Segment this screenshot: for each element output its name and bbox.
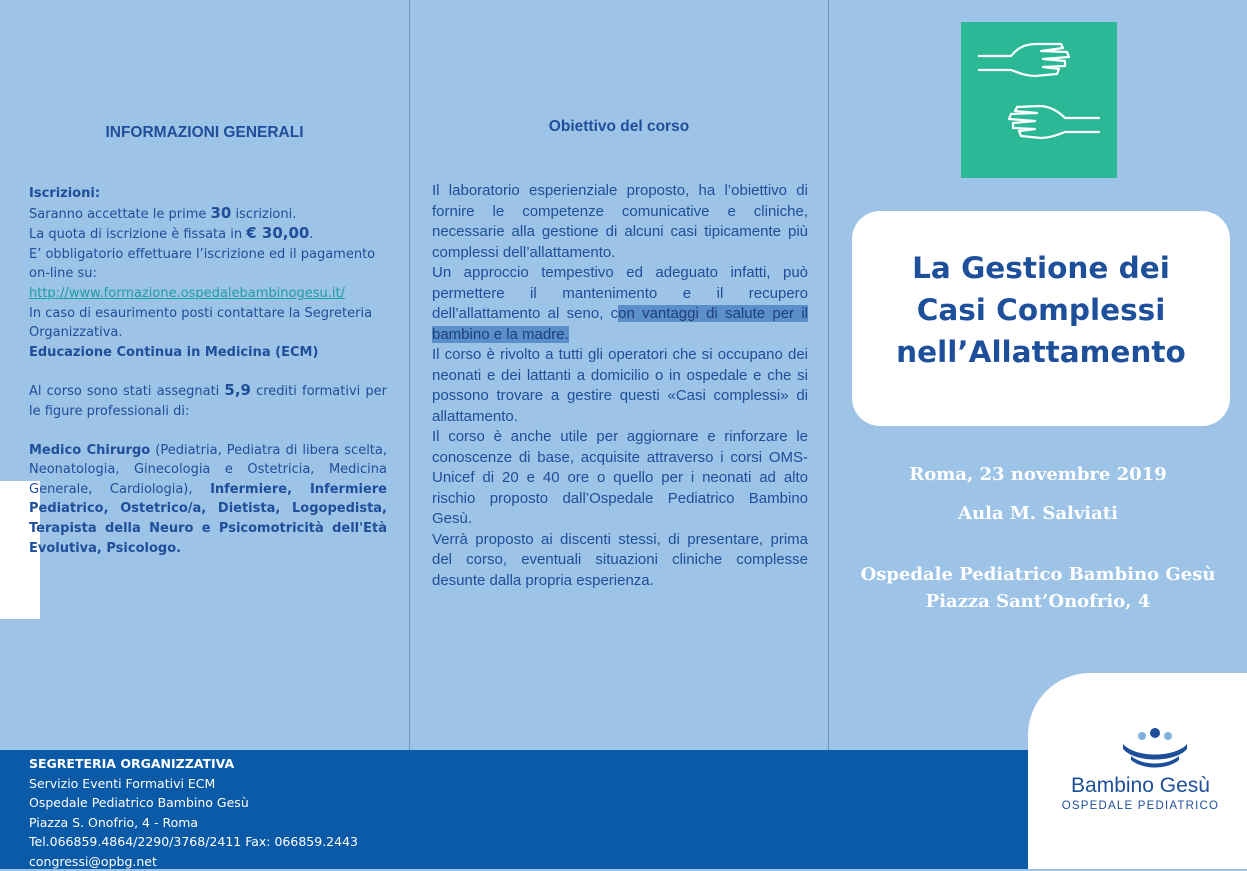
line-esaurimento: In caso di esaurimento posti contattare la Segreteria Organizzativa. (29, 304, 387, 343)
logo-box (1028, 673, 1247, 869)
fold-line (828, 0, 829, 750)
organizer-email: congressi@opbg.net (29, 852, 409, 871)
hands-icon (961, 22, 1117, 178)
credits-text: Al corso sono stati assegnati 5,9 crediti formativi per le figure professionali di: (29, 381, 387, 421)
objective-p3: Il corso è rivolto a tutti gli operatori che si occupano dei neonati e dei lattanti a domicilio o in ospedale e che si possono trovare a gestire questi «Casi complessi» di allattamento. (432, 345, 808, 427)
line-iscrizioni: Saranno accettate le prime 30 iscrizioni. (29, 204, 387, 225)
organizer-phone: Tel.066859.4864/2290/3768/2411 Fax: 066859.2443 (29, 832, 409, 852)
line-obbligo: E’ obbligatorio effettuare l’iscrizione ed il pagamento on-line su: (29, 245, 387, 284)
organizer-line: Ospedale Pediatrico Bambino Gesù (29, 793, 409, 813)
title-box (852, 211, 1230, 426)
logo-name: Bambino Gesù (1034, 774, 1247, 798)
logo-subtitle: OSPEDALE PEDIATRICO (1034, 800, 1247, 812)
event-venue: Ospedale Pediatrico Bambino Gesù (829, 564, 1247, 585)
info-text (29, 184, 387, 558)
info-heading: INFORMAZIONI GENERALI (0, 124, 409, 142)
objective-p2: Un approccio tempestivo ed adeguato infatti, può permettere il mantenimento e il recupero dell’allattamento al seno, con vantaggi di salute per il bambino e la madre. (432, 263, 808, 345)
organizer-line: Piazza S. Onofrio, 4 - Roma (29, 813, 409, 833)
event-title: La Gestione dei Casi Complessi nell’Allattamento (852, 247, 1230, 373)
professions-text: Medico Chirurgo (Pediatria, Pediatra di libera scelta, Neonatologia, Ginecologia e Ostetricia, Medicina Generale, Cardiologia), Infermiere, Infermiere Pediatrico, Ostetrico/a, Dietista, Logopedista, Terapista della Neuro e Psicomotricità dell'Età Evolutiva, Psicologo. (29, 441, 387, 559)
organizer-info (29, 754, 409, 871)
event-room: Aula M. Salviati (829, 503, 1247, 524)
event-date: Roma, 23 novembre 2019 (829, 464, 1247, 485)
line-quota: La quota di iscrizione è fissata in € 30,00. (29, 224, 387, 245)
ecm-label: Educazione Continua in Medicina (ECM) (29, 343, 387, 363)
event-address: Piazza Sant’Onofrio, 4 (829, 591, 1247, 612)
organizer-line: Servizio Eventi Formativi ECM (29, 774, 409, 794)
organizer-title: SEGRETERIA ORGANIZZATIVA (29, 754, 409, 774)
fold-line (409, 0, 410, 750)
objective-text (432, 181, 808, 591)
objective-p1: Il laboratorio esperienziale proposto, ha l’obiettivo di fornire le competenze comunicative e cliniche, necessarie alla gestione di alcuni casi tipicamente più complessi dell’allattamento. (432, 181, 808, 263)
objective-p4: Il corso è anche utile per aggiornare e rinforzare le conoscenze di base, acquisite attraverso i corsi OMS-Unicef di 20 e 40 ore o quello per i neonati ad alto rischio proposto dall’Ospedale Pediatrico Bambino Gesù. (432, 427, 808, 530)
iscrizioni-label: Iscrizioni: (29, 184, 387, 204)
objective-heading: Obiettivo del corso (410, 118, 828, 136)
objective-p5: Verrà proposto ai discenti stessi, di presentare, prima del corso, eventuali situazioni cliniche complesse desunte dalla propria esperienza. (432, 530, 808, 592)
hospital-logo-icon (1117, 724, 1193, 770)
highlighted-text: on vantaggi di salute per il bambino e la madre. (432, 305, 808, 343)
registration-link[interactable]: http://www.formazione.ospedalebambinogesu.it/ (29, 286, 345, 301)
